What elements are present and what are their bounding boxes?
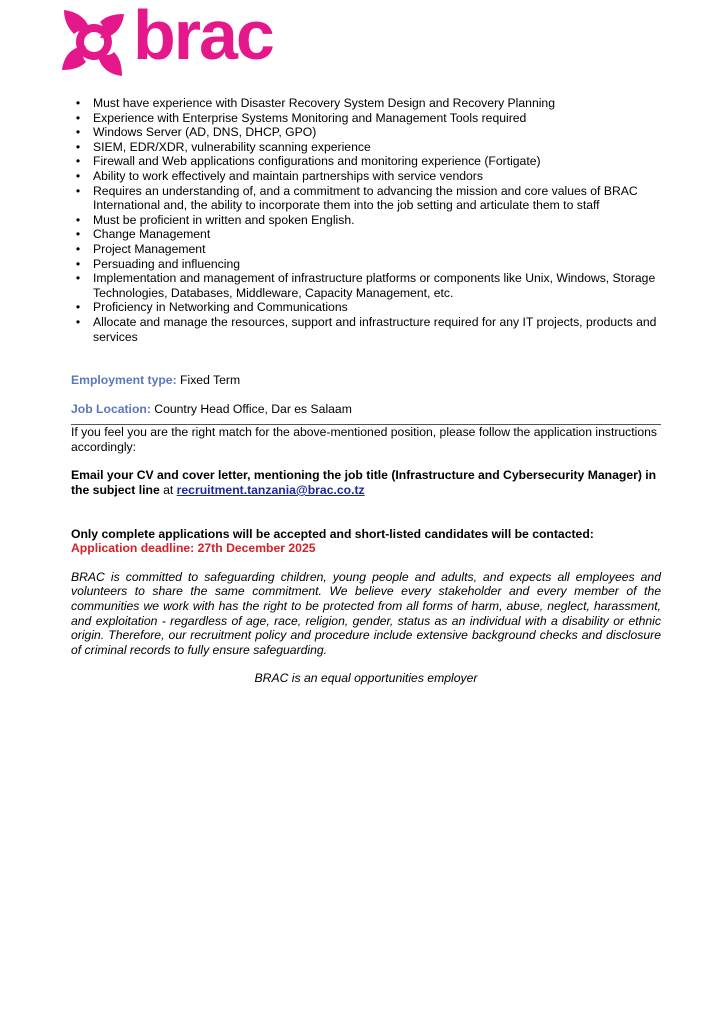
list-item: • Firewall and Web applications configurations and monitoring experience (Fortigate) xyxy=(71,154,661,169)
list-item: • Requires an understanding of, and a commitment to advancing the mission and core values of BRAC International and, the ability to incorporate them into the job setting and articulate them to staff xyxy=(71,184,661,213)
application-deadline: Application deadline: 27th December 2025 xyxy=(71,541,316,556)
bullet-icon: • xyxy=(75,96,81,110)
list-item: • Ability to work effectively and maintain partnerships with service vendors xyxy=(71,169,661,184)
job-location xyxy=(71,402,661,417)
bullet-icon: • xyxy=(75,227,81,242)
apply-instructions: Email your CV and cover letter, mentioning the job title (Infrastructure and Cybersecurity Manager) in the subject line at recruitment.tanzania@brac.co.tz xyxy=(71,468,657,498)
logo-wordmark: brac xyxy=(133,0,273,74)
bullet-icon: • xyxy=(75,300,81,315)
list-item: • Proficiency in Networking and Communications xyxy=(71,300,661,315)
list-item: • Must be proficient in written and spoken English. xyxy=(71,213,661,228)
pinwheel-icon xyxy=(60,8,128,78)
bullet-icon: • xyxy=(75,139,81,154)
equal-opportunity-statement: BRAC is an equal opportunities employer xyxy=(254,671,478,686)
recruitment-email-link[interactable]: recruitment.tanzania@brac.co.tz xyxy=(176,483,365,498)
list-item: • Windows Server (AD, DNS, DHCP, GPO) xyxy=(71,125,661,140)
list-item: • Allocate and manage the resources, support and infrastructure required for any IT projects, products and services xyxy=(71,315,661,344)
job-location-value: Country Head Office, Dar es Salaam xyxy=(150,401,352,416)
bullet-icon: • xyxy=(75,125,81,140)
bullet-icon: • xyxy=(75,271,81,286)
bullet-icon: • xyxy=(75,256,81,271)
bullet-icon: • xyxy=(75,314,81,329)
brac-logo xyxy=(60,0,273,80)
application-intro: If you feel you are the right match for the above-mentioned position, please follow the application instructions accordingly: xyxy=(71,425,658,454)
bullet-icon: • xyxy=(75,241,81,256)
job-posting-content xyxy=(71,96,661,686)
list-item: • Persuading and influencing xyxy=(71,257,661,272)
list-item: • Must have experience with Disaster Recovery System Design and Recovery Planning xyxy=(71,96,661,111)
employment-type-label: Employment type: xyxy=(71,373,177,388)
application-notice: Only complete applications will be accepted and short-listed candidates will be contacted: xyxy=(71,526,594,541)
bullet-icon: • xyxy=(75,154,81,169)
list-item: • Change Management xyxy=(71,227,661,242)
bullet-icon: • xyxy=(75,168,81,183)
list-item: • SIEM, EDR/XDR, vulnerability scanning experience xyxy=(71,140,661,155)
list-item: • Implementation and management of infrastructure platforms or components like Unix, Windows, Storage Technologies, Databases, Middleware, Capacity Management, etc. xyxy=(71,271,661,300)
bullet-icon: • xyxy=(75,212,81,227)
safeguarding-statement: BRAC is committed to safeguarding children, young people and adults, and expects all employees and volunteers to share the same commitment. We believe every stakeholder and every member of the communities we work with has the right to be protected from all forms of harm, abuse, neglect, harassment, and exploitation - regardless of age, race, religion, gender, status as an individual with a disability or ethnic origin. Therefore, our recruitment policy and procedure include extensive background checks and disclosure of criminal records to fully ensure safeguarding. xyxy=(71,569,661,657)
list-item: • Experience with Enterprise Systems Monitoring and Management Tools required xyxy=(71,111,661,126)
list-item: • Project Management xyxy=(71,242,661,257)
employment-type xyxy=(71,373,661,388)
job-location-label: Job Location: xyxy=(71,401,151,416)
requirements-list xyxy=(71,96,661,344)
bullet-icon: • xyxy=(75,183,81,198)
bullet-icon: • xyxy=(75,110,81,125)
employment-type-value: Fixed Term xyxy=(176,373,241,388)
